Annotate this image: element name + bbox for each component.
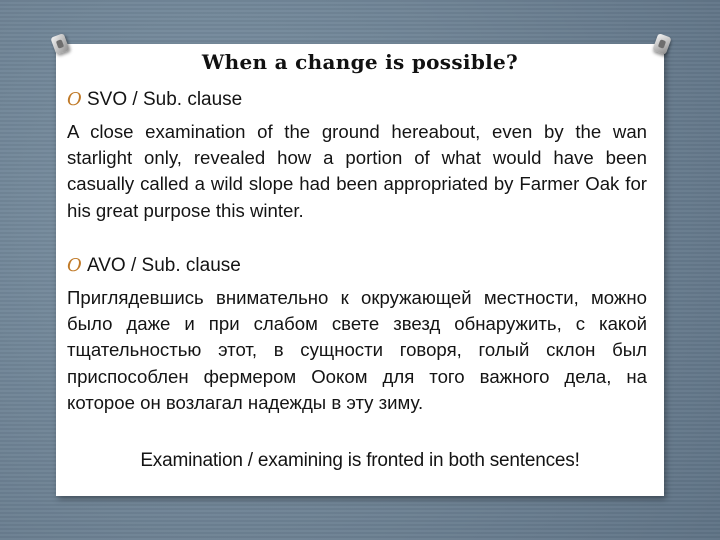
conclusion-note: Examination / examining is fronted in both sentences! bbox=[140, 450, 580, 471]
bullet-avo bbox=[67, 253, 647, 279]
slide-title: When a change is possible? bbox=[201, 50, 519, 74]
russian-paragraph: Приглядевшись внимательно к окружающей местности, можно было даже и при слабом свете звезд обнаружить, с какой тщательностью этот, в сущности говоря, голый склон был приспособлен фермером Ооком для того важного дела, на которое он возлагал надежды в эту зиму. bbox=[67, 287, 647, 413]
bullet-text: SVO / Sub. clause bbox=[87, 89, 243, 110]
bullet-marker-icon: O bbox=[67, 255, 82, 276]
bullet-text: AVO / Sub. clause bbox=[87, 255, 241, 276]
english-paragraph: A close examination of the ground hereabout, even by the wan starlight only, revealed how a portion of what would have been casually called a wild slope had been appropriated by Farmer Oak for his great purpose this winter. bbox=[67, 121, 647, 221]
bullet-svo bbox=[67, 87, 647, 113]
bullet-marker-icon: O bbox=[67, 89, 82, 110]
